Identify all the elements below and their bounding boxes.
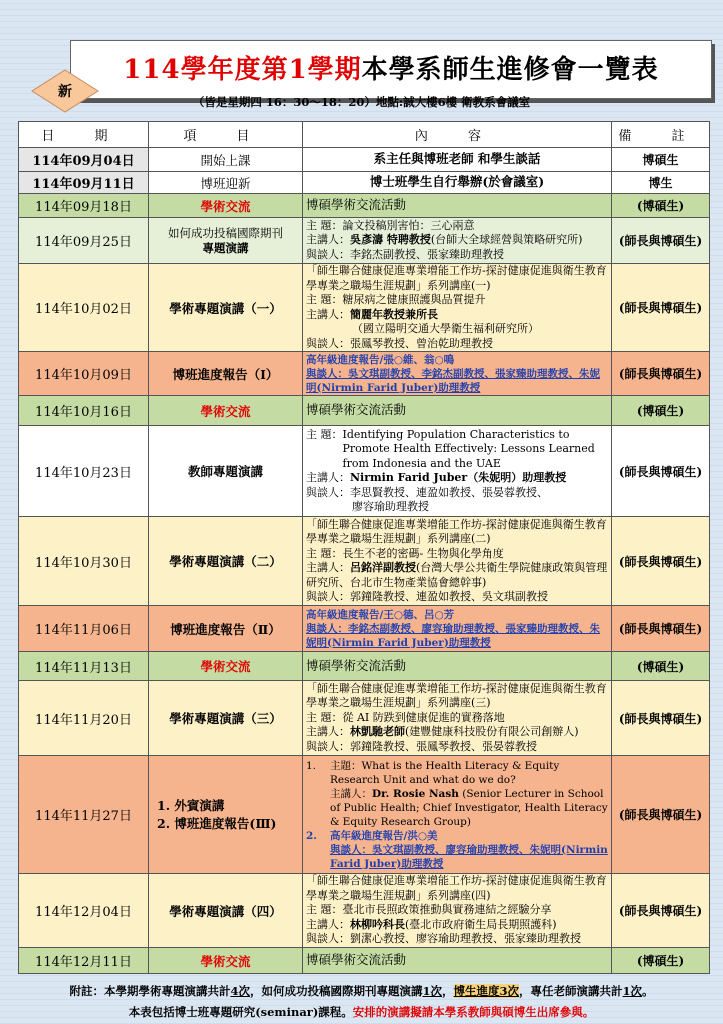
content-discussant: 與談人：李銘杰副教授、張家臻助理教授 <box>306 247 504 261</box>
content-speaker: 主講人：簡麗年教授兼所長 <box>306 307 438 321</box>
row-date: 114年09月25日 <box>19 218 149 264</box>
content-topic: 主 題：從 AI 防跌到健康促進的實務落地 <box>306 710 505 724</box>
title-box <box>70 40 712 99</box>
table-row <box>19 218 710 264</box>
content-discussant: 與談人：吳文琪副教授、李銘杰副教授、張家臻助理教授、朱妮明(Nirmin Farid Juber)助理教授 <box>306 367 600 394</box>
header-item: 項 目 <box>149 122 303 148</box>
row-content <box>303 264 612 352</box>
row-item-line: 專題演講 <box>202 240 249 255</box>
row-item: 學術專題演講（四） <box>149 874 303 948</box>
table-row <box>19 172 710 194</box>
row-content: 博碩學術交流活動 <box>303 396 612 426</box>
row-date: 114年10月23日 <box>19 426 149 517</box>
row-note: (師長與博碩生) <box>612 517 710 606</box>
content-speaker: 主講人：呂銘洋副教授(台灣大學公共衛生學院健康政策與管理研究所、台北市生物產業協會總幹事) <box>306 561 608 589</box>
table-row <box>19 756 710 874</box>
content-report: 高年級進度報告/張○維、翁○鳴 <box>306 353 455 366</box>
row-note: (師長與博碩生) <box>612 426 710 517</box>
content-speaker: 主講人：林凱馳老師(建豐健康科技股份有限公司創辦人) <box>306 725 579 739</box>
content-item-1: 1. 主題：What is the Health Literacy & Equity Research Unit and what do we do? <box>306 759 560 786</box>
row-item: 學術交流 <box>149 396 303 426</box>
table-row <box>19 606 710 652</box>
content-topic: 主 題：臺北市長照政策推動與實務連結之經驗分享 <box>306 903 552 917</box>
header-date: 日 期 <box>19 122 149 148</box>
row-date: 114年11月13日 <box>19 652 149 681</box>
row-content <box>303 756 612 874</box>
header-content: 內 容 <box>303 122 612 148</box>
row-note: 博生 <box>612 172 710 194</box>
row-item <box>149 756 303 874</box>
row-content <box>303 218 612 264</box>
content-series: 「師生聯合健康促進專業增能工作坊-探討健康促進與衛生教育學專業之職場生涯規劃」系列講座(三) <box>306 681 607 710</box>
content-speaker: 主講人：Dr. Rosie Nash (Senior Lecturer in School of Public Health; Chief Investigator, Health Literacy & Equity Research Group) <box>330 787 608 828</box>
row-item: 博班進度報告（Ⅱ） <box>149 606 303 652</box>
row-date: 114年10月30日 <box>19 517 149 606</box>
row-date: 114年12月11日 <box>19 948 149 974</box>
row-note: (師長與博碩生) <box>612 352 710 396</box>
table-row <box>19 148 710 172</box>
content-affiliation: （國立陽明交通大學衛生福利研究所） <box>352 322 539 335</box>
content-speaker: 主講人：吳彥濤 特聘教授(台師大全球經營與策略研究所) <box>306 233 583 247</box>
row-date: 114年09月04日 <box>19 148 149 172</box>
content-discussant: 與談人：李思賢教授、連盈如教授、張晏蓉教授、 <box>306 485 548 499</box>
content-discussant: 與談人：劉潔心教授、廖容瑜助理教授、張家臻助理教授 <box>306 932 581 946</box>
row-content <box>303 517 612 606</box>
table-row <box>19 874 710 948</box>
new-badge-label: 新 <box>58 84 72 100</box>
table-row <box>19 352 710 396</box>
row-note: (師長與博碩生) <box>612 756 710 874</box>
row-item: 學術交流 <box>149 194 303 218</box>
row-date: 114年12月04日 <box>19 874 149 948</box>
content-topic: 主 題：論文投稿別害怕：三心兩意 <box>306 218 475 232</box>
row-item: 學術交流 <box>149 948 303 974</box>
row-item <box>149 218 303 264</box>
row-item: 學術交流 <box>149 652 303 681</box>
row-date: 114年11月20日 <box>19 681 149 756</box>
row-content: 系主任與博班老師 和學生談話 <box>303 148 612 172</box>
footnote-line-1: 附註：本學期學術專題演講共計4次，如何成功投稿國際期刊專題演講1次，博生進度3次，專任老師演講共計1次。 <box>69 984 654 998</box>
row-item: 學術專題演講（一） <box>149 264 303 352</box>
content-topic: 主 題： Identifying Population Characteristics to Promote Health Effectively: Lessons Learned from Indonesia and the UAE <box>306 427 595 470</box>
content-discussant: 與談人：李銘杰副教授、廖容瑜助理教授、張家臻助理教授、朱妮明(Nirmin Farid Juber)助理教授 <box>306 622 600 649</box>
content-discussant: 與談人：郭鐘隆教授、連盈如教授、吳文琪副教授 <box>306 590 548 603</box>
header-note: 備 註 <box>612 122 710 148</box>
row-item-line: 1. 外賓演講 <box>157 797 225 813</box>
content-speaker: 主講人：Nirmin Farid Juber（朱妮明）助理教授 <box>306 471 567 484</box>
row-note: (師長與博碩生) <box>612 606 710 652</box>
row-item: 博班進度報告（Ⅰ） <box>149 352 303 396</box>
row-date: 114年11月06日 <box>19 606 149 652</box>
row-note: 博碩生 <box>612 148 710 172</box>
row-content: 博碩學術交流活動 <box>303 652 612 681</box>
row-item: 教師專題演講 <box>149 426 303 517</box>
row-content <box>303 874 612 948</box>
row-date: 114年09月11日 <box>19 172 149 194</box>
row-content: 博碩學術交流活動 <box>303 194 612 218</box>
row-date: 114年10月02日 <box>19 264 149 352</box>
row-note: (師長與博碩生) <box>612 681 710 756</box>
content-report: 高年級進度報告/王○德、呂○芳 <box>306 608 455 621</box>
row-note: (博碩生) <box>612 652 710 681</box>
table-header-row <box>19 122 710 148</box>
page-title <box>71 49 711 86</box>
row-date: 114年10月16日 <box>19 396 149 426</box>
content-item-2: 2. 高年級進度報告/洪○美 <box>306 829 438 842</box>
schedule-table <box>18 121 710 974</box>
table-row <box>19 264 710 352</box>
row-content <box>303 426 612 517</box>
table-row <box>19 948 710 974</box>
content-discussant: 與談人：張鳳琴教授、曾治乾助理教授 <box>306 336 493 350</box>
row-item-line: 2. 博班進度報告(Ⅲ) <box>157 815 277 831</box>
row-content: 博碩學術交流活動 <box>303 948 612 974</box>
table-row <box>19 517 710 606</box>
content-topic: 主 題：長生不老的密碼- 生物與化學角度 <box>306 546 504 560</box>
table-row <box>19 426 710 517</box>
row-content <box>303 681 612 756</box>
row-note: (博碩生) <box>612 948 710 974</box>
row-note: (博碩生) <box>612 194 710 218</box>
row-item: 學術專題演講（三） <box>149 681 303 756</box>
row-note: (師長與博碩生) <box>612 264 710 352</box>
row-item-line: 如何成功投稿國際期刊 <box>168 225 283 240</box>
row-item: 學術專題演講（二） <box>149 517 303 606</box>
subtitle: （皆是星期四 16：30～18：20）地點:誠大樓6樓 衛教系會議室 <box>192 95 531 109</box>
row-note: (師長與博碩生) <box>612 874 710 948</box>
content-series: 「師生聯合健康促進專業增能工作坊-探討健康促進與衛生教育學專業之職場生涯規劃」系列講座(四) <box>306 874 607 902</box>
content-speaker: 主講人：林柳吟科長(臺北市政府衛生局長期照護科) <box>306 917 557 931</box>
content-discussant: 與談人：吳文琪副教授、廖容瑜助理教授、朱妮明(Nirmin Farid Juber)助理教授 <box>330 843 608 870</box>
content-series: 「師生聯合健康促進專業增能工作坊-探討健康促進與衛生教育學專業之職場生涯規劃」系列講座(一) <box>306 264 607 292</box>
title-black-part: 本學系師生進修會一覽表 <box>361 55 659 85</box>
title-red-part: 114學年度第1學期 <box>123 55 362 85</box>
content-series: 「師生聯合健康促進專業增能工作坊-探討健康促進與衛生教育學專業之職場生涯規劃」系列講座(二) <box>306 517 607 545</box>
row-content <box>303 606 612 652</box>
row-date: 114年10月09日 <box>19 352 149 396</box>
footnote-line-2: 本表包括博士班專題研究(seminar)課程。安排的演講擬請本學系教師與碩博生出席參與。 <box>128 1005 595 1019</box>
row-date: 114年09月18日 <box>19 194 149 218</box>
table-row <box>19 194 710 218</box>
table-row <box>19 396 710 426</box>
table-row <box>19 681 710 756</box>
content-discussant-cont: 廖容瑜助理教授 <box>352 500 429 513</box>
row-item: 博班迎新 <box>149 172 303 194</box>
row-date: 114年11月27日 <box>19 756 149 874</box>
content-discussant: 與談人：郭鐘隆教授、張鳳琴教授、張晏蓉教授 <box>306 739 537 753</box>
row-content: 博士班學生自行舉辦(於會議室) <box>303 172 612 194</box>
content-topic: 主 題：糖尿病之健康照護與品質提升 <box>306 293 486 306</box>
row-note: (博碩生) <box>612 396 710 426</box>
table-row <box>19 652 710 681</box>
row-note: (師長與博碩生) <box>612 218 710 264</box>
row-content <box>303 352 612 396</box>
row-item: 開始上課 <box>149 148 303 172</box>
